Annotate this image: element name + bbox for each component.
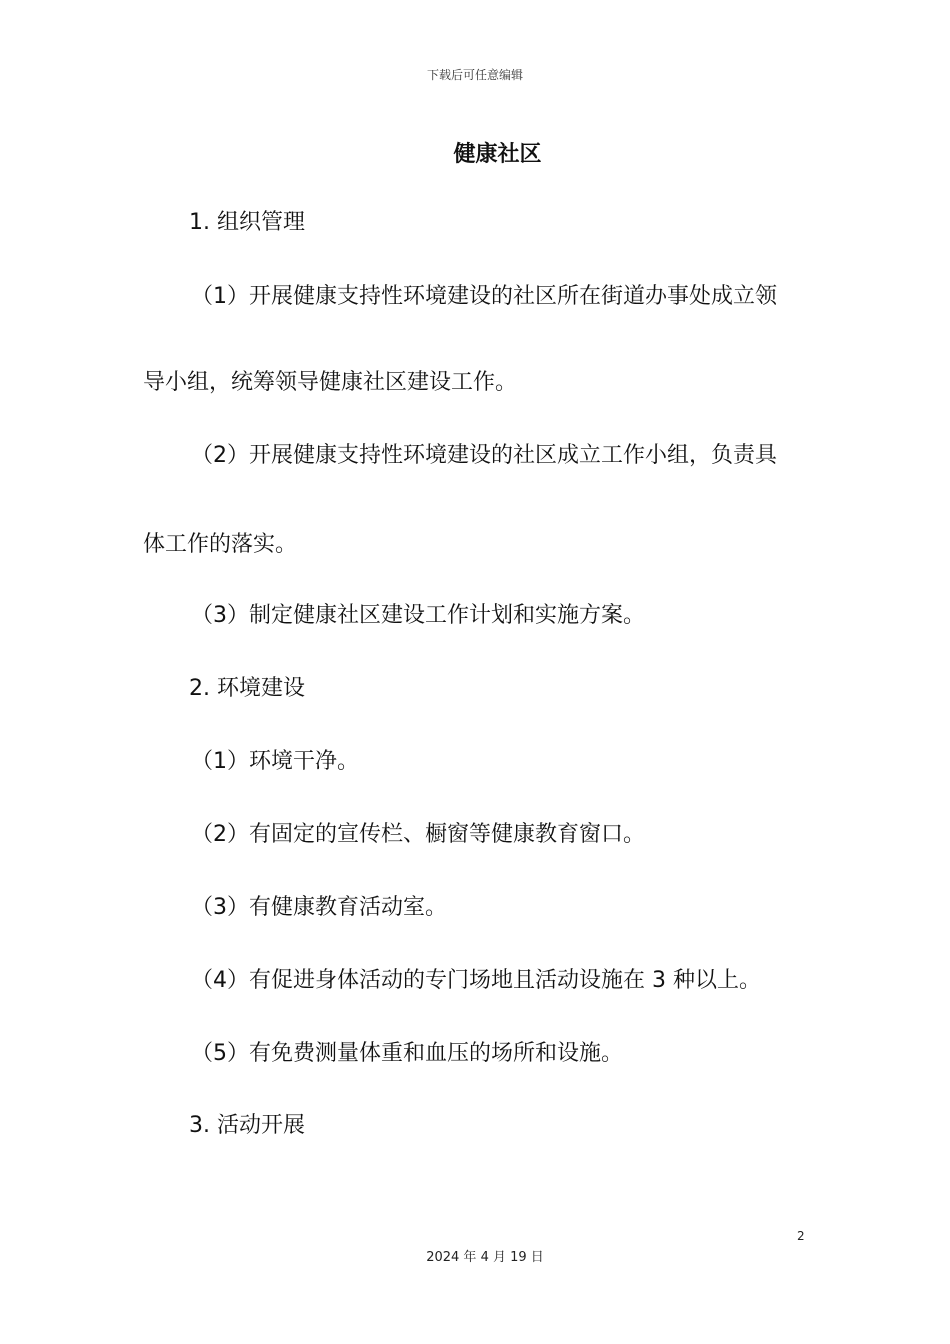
list-item: （3）有健康教育活动室。 <box>191 895 447 920</box>
list-item: （5）有免费测量体重和血压的场所和设施。 <box>191 1041 623 1066</box>
footer-date: 2024 年 4 月 19 日 <box>426 1250 544 1265</box>
list-item: （1）环境干净。 <box>191 749 359 774</box>
paragraph-line: 导小组，统筹领导健康社区建设工作。 <box>143 370 518 395</box>
page-number: 2 <box>797 1229 805 1243</box>
list-item: （4）有促进身体活动的专门场地且活动设施在 3 种以上。 <box>191 968 761 993</box>
paragraph-line: （2）开展健康支持性环境建设的社区成立工作小组，负责具 <box>191 443 777 468</box>
header-note: 下载后可任意编辑 <box>426 68 523 82</box>
paragraph-line: （1）开展健康支持性环境建设的社区所在街道办事处成立领 <box>191 284 777 309</box>
section-heading-3: 3. 活动开展 <box>189 1113 305 1138</box>
document-title: 健康社区 <box>453 142 542 167</box>
paragraph-line: 体工作的落实。 <box>143 532 298 557</box>
section-heading-1: 1. 组织管理 <box>189 210 305 235</box>
section-heading-2: 2. 环境建设 <box>189 676 305 701</box>
list-item: （2）有固定的宣传栏、橱窗等健康教育窗口。 <box>191 822 645 847</box>
paragraph-line: （3）制定健康社区建设工作计划和实施方案。 <box>191 603 645 628</box>
